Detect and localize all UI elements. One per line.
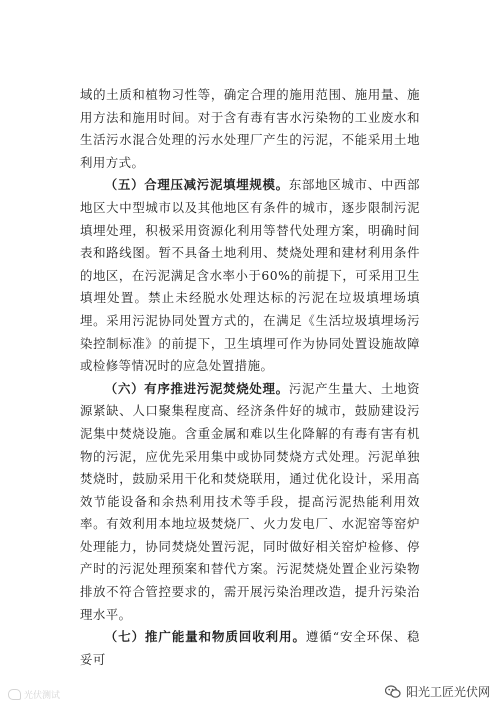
paragraph-body: 东部地区城市、中西部地区大中型城市以及其他地区有条件的城市，逐步限制污泥填埋处理，积极采用资源化利用等替代处理方案，明确时间表和路线图。暂不具备土地利用、焚烧处理和建材利用条件的地区，在污泥满足含水率小于60%的前提下，可采用卫生填埋处置。禁止未经脱水处理达标的污泥在垃圾填埋场填埋。采用污泥协同处置方式的，在满足《生活垃圾填埋场污染控制标准》的前提下，卫生填埋可作为协同处置设施故障或检修等情况时的应急处置措施。	[80, 177, 421, 374]
paragraph-section-6	[80, 378, 420, 627]
watermark-left-text: 光伏测试	[24, 691, 61, 701]
section-heading-6: （六）有序推进污泥焚烧处理。	[104, 380, 289, 396]
paragraph-continuation	[80, 84, 420, 174]
weibo-icon	[8, 689, 21, 700]
watermark-left	[8, 688, 60, 701]
paragraph-body: 污泥产生量大、土地资源紧缺、人口聚集程度高、经济条件好的城市，鼓励建设污泥集中焚烧设施。含重金属和难以生化降解的有毒有害有机物的污泥，应优先采用集中或协同焚烧方式处理。污泥单独焚烧时，鼓励采用干化和焚烧联用，通过优化设计，采用高效节能设备和余热利用技术等手段，提高污泥热能利用效率。有效利用本地垃圾焚烧厂、火力发电厂、水泥窑等窑炉处理能力，协同焚烧处置污泥，同时做好相关窑炉检修、停产时的污泥处理预案和替代方案。污泥焚烧处置企业污染物排放不符合管控要求的，需开展污染治理改造，提升污染治理水平。	[80, 380, 421, 622]
section-heading-5: （五）合理压减污泥填埋规模。	[104, 177, 289, 193]
paragraph-section-7	[80, 626, 420, 671]
wechat-icon	[385, 685, 401, 699]
document-body	[80, 84, 420, 671]
watermark-right	[385, 683, 490, 700]
watermark-right-text: 阳光工匠光伏网	[405, 685, 490, 699]
paragraph-body: 域的土质和植物习性等，确定合理的施用范围、施用量、施用方法和施用时间。对于含有毒有害水污染物的工业废水和生活污水混合处理的污水处理厂产生的污泥，不能采用土地利用方式。	[80, 87, 420, 170]
paragraph-section-5	[80, 174, 420, 377]
paragraph-body: 遵循“安全环保、稳妥可	[80, 629, 420, 667]
section-heading-7: （七）推广能量和物质回收利用。	[104, 629, 306, 645]
